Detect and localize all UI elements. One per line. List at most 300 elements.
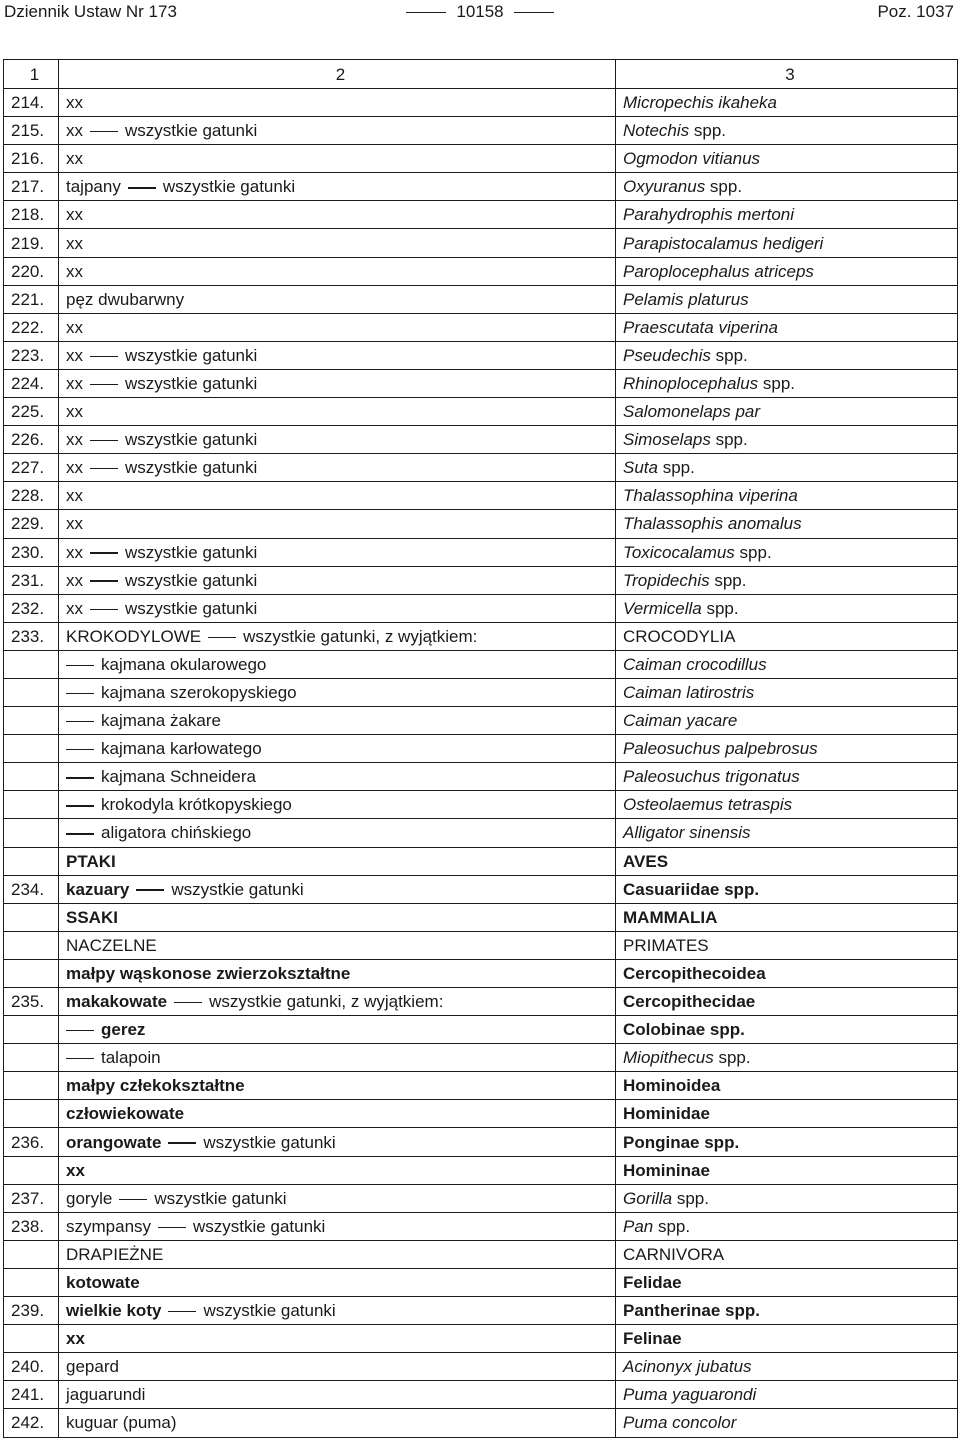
scientific-name-cell (616, 1016, 958, 1044)
scientific-name-cell (616, 341, 958, 369)
common-name-cell (59, 1325, 616, 1353)
common-name: xx (66, 345, 83, 365)
table-row (4, 1297, 958, 1325)
dash-decoration (168, 1311, 196, 1312)
scientific-name-cell (616, 931, 958, 959)
scientific-name-suffix: spp. (705, 177, 743, 197)
table-row (4, 875, 958, 903)
position-number: Poz. 1037 (877, 2, 954, 21)
scientific-name-cell (616, 1297, 958, 1325)
row-number: 236. (4, 1128, 59, 1156)
scientific-name-suffix: spp. (713, 1048, 751, 1068)
scope-note: wszystkie gatunki (125, 345, 258, 365)
row-number (4, 678, 59, 706)
common-name-cell (59, 454, 616, 482)
scientific-name-cell (616, 566, 958, 594)
scientific-name: Colobinae spp. (623, 1020, 745, 1040)
dash-decoration (208, 637, 236, 638)
dash-decoration (90, 609, 118, 610)
row-number (4, 1268, 59, 1296)
scientific-name: Micropechis ikaheka (623, 93, 778, 113)
scientific-name: CARNIVORA (623, 1244, 725, 1264)
table-row (4, 1409, 958, 1437)
scientific-name: Vermicella (623, 598, 702, 618)
common-name-cell (59, 285, 616, 313)
common-name: xx (66, 373, 83, 393)
scientific-name-cell (616, 313, 958, 341)
scientific-name-suffix: spp. (653, 1216, 691, 1236)
row-number (4, 735, 59, 763)
common-name: pęz dwubarwny (66, 289, 185, 309)
scope-note: wszystkie gatunki (203, 1301, 336, 1321)
scientific-name-suffix: spp. (701, 598, 739, 618)
common-name: xx (66, 121, 83, 141)
common-name: xx (66, 205, 83, 225)
common-name: szympansy (66, 1216, 152, 1236)
common-name: xx (66, 570, 83, 590)
scientific-name: Pseudechis (623, 345, 711, 365)
scientific-name-cell (616, 1100, 958, 1128)
dash-decoration (174, 1002, 202, 1003)
common-name-cell (59, 1016, 616, 1044)
row-number (4, 1072, 59, 1100)
scientific-name: Salomonelaps par (623, 402, 761, 422)
scientific-name: Toxicocalamus (623, 542, 735, 562)
scientific-name: Caiman crocodillus (623, 654, 767, 674)
table-row (4, 454, 958, 482)
scientific-name: Puma concolor (623, 1413, 737, 1433)
scientific-name: Pan (623, 1216, 654, 1236)
row-number: 225. (4, 398, 59, 426)
scope-note: wszystkie gatunki (125, 458, 258, 478)
common-name-cell (59, 538, 616, 566)
row-number: 223. (4, 341, 59, 369)
table-row (4, 313, 958, 341)
scientific-name-cell (616, 1156, 958, 1184)
scientific-name-suffix: spp. (672, 1188, 709, 1208)
scientific-name: Felidae (623, 1272, 682, 1292)
scientific-name-suffix: spp. (710, 345, 748, 365)
common-name: xx (66, 93, 83, 113)
row-number (4, 650, 59, 678)
common-name-cell (59, 1409, 616, 1437)
row-number: 220. (4, 257, 59, 285)
scientific-name: AVES (623, 851, 669, 871)
scientific-name-cell (616, 622, 958, 650)
dash-decoration (90, 440, 118, 441)
column-header-3: 3 (616, 60, 958, 89)
scientific-name-cell (616, 819, 958, 847)
row-number: 216. (4, 145, 59, 173)
table-row (4, 1184, 958, 1212)
dash-decoration (66, 1058, 94, 1059)
table-row (4, 341, 958, 369)
common-name: xx (66, 1160, 85, 1180)
table-row (4, 650, 958, 678)
table-row (4, 257, 958, 285)
scientific-name-cell (616, 510, 958, 538)
common-name-cell (59, 1297, 616, 1325)
common-name: talapoin (101, 1048, 161, 1068)
scientific-name-suffix: spp. (689, 121, 726, 141)
table-row (4, 201, 958, 229)
scientific-name: Praescutata viperina (623, 317, 778, 337)
row-number: 237. (4, 1184, 59, 1212)
scientific-name: Felinae (623, 1329, 682, 1349)
scientific-name-cell (616, 1072, 958, 1100)
common-name: kotowate (66, 1272, 140, 1292)
common-name: kuguar (puma) (66, 1413, 177, 1433)
common-name: goryle (66, 1188, 113, 1208)
common-name: xx (66, 430, 83, 450)
row-number (4, 1044, 59, 1072)
common-name-cell (59, 903, 616, 931)
scientific-name-cell (616, 454, 958, 482)
dash-decoration (90, 356, 118, 357)
scientific-name-cell (616, 707, 958, 735)
scientific-name: Hominoidea (623, 1076, 721, 1096)
column-header-row (4, 60, 958, 89)
row-number (4, 959, 59, 987)
scientific-name-suffix: spp. (758, 373, 796, 393)
scientific-name-cell (616, 959, 958, 987)
row-number: 217. (4, 173, 59, 201)
table-row (4, 1381, 958, 1409)
common-name: kajmana okularowego (101, 654, 267, 674)
scientific-name: PRIMATES (623, 935, 709, 955)
table-row (4, 931, 958, 959)
dash-decoration (66, 721, 94, 722)
scope-note: wszystkie gatunki (125, 598, 258, 618)
scope-note: wszystkie gatunki (171, 879, 304, 899)
table-row (4, 285, 958, 313)
common-name: xx (66, 598, 83, 618)
scope-note: wszystkie gatunki (125, 542, 258, 562)
scientific-name: Thalassophis anomalus (623, 514, 802, 534)
table-row (4, 398, 958, 426)
row-number (4, 1325, 59, 1353)
common-name: xx (66, 261, 83, 281)
common-name-cell (59, 510, 616, 538)
row-number (4, 1156, 59, 1184)
scientific-name: Miopithecus (623, 1048, 714, 1068)
scientific-name: Gorilla (623, 1188, 673, 1208)
common-name-cell (59, 1128, 616, 1156)
common-name: xx (66, 402, 83, 422)
scope-note: wszystkie gatunki (203, 1132, 336, 1152)
common-name: DRAPIEŻNE (66, 1244, 164, 1264)
common-name: wielkie koty (66, 1301, 162, 1321)
scientific-name: Paleosuchus trigonatus (623, 767, 800, 787)
row-number: 235. (4, 988, 59, 1016)
scientific-name: Ponginae spp. (623, 1132, 740, 1152)
scientific-name: Caiman latirostris (623, 683, 755, 703)
scientific-name: Tropidechis (623, 570, 710, 590)
scientific-name-cell (616, 117, 958, 145)
scientific-name-cell (616, 145, 958, 173)
common-name-cell (59, 257, 616, 285)
dash-decoration (128, 187, 156, 188)
row-number: 224. (4, 369, 59, 397)
table-row (4, 1325, 958, 1353)
common-name-cell (59, 650, 616, 678)
common-name-cell (59, 847, 616, 875)
common-name-cell (59, 1100, 616, 1128)
row-number (4, 847, 59, 875)
common-name: xx (66, 1329, 85, 1349)
common-name-cell (59, 1184, 616, 1212)
common-name: tajpany (66, 177, 121, 197)
common-name: aligatora chińskiego (101, 823, 252, 843)
dash-decoration (66, 805, 94, 806)
table-row (4, 229, 958, 257)
table-row (4, 1128, 958, 1156)
scientific-name-cell (616, 594, 958, 622)
common-name: kazuary (66, 879, 130, 899)
scientific-name: Paleosuchus palpebrosus (623, 739, 818, 759)
common-name: PTAKI (66, 851, 116, 871)
common-name: kajmana Schneidera (101, 767, 256, 787)
scientific-name: Cercopithecoidea (623, 963, 766, 983)
common-name: orangowate (66, 1132, 162, 1152)
row-number (4, 1100, 59, 1128)
dash-decoration (66, 1030, 94, 1031)
scientific-name-cell (616, 398, 958, 426)
row-number: 232. (4, 594, 59, 622)
common-name-cell (59, 959, 616, 987)
row-number: 231. (4, 566, 59, 594)
table-row (4, 89, 958, 117)
dash-decoration (66, 777, 94, 778)
scientific-name-cell (616, 1325, 958, 1353)
table-row (4, 482, 958, 510)
table-row (4, 622, 958, 650)
row-number: 227. (4, 454, 59, 482)
scientific-name: Oxyuranus (623, 177, 706, 197)
dash-decoration (90, 131, 118, 132)
table-row (4, 707, 958, 735)
dash-decoration (168, 1142, 196, 1143)
scientific-name: Paroplocephalus atriceps (623, 261, 814, 281)
scope-note: wszystkie gatunki (125, 430, 258, 450)
common-name: gerez (101, 1020, 146, 1040)
scientific-name: Homininae (623, 1160, 710, 1180)
common-name-cell (59, 398, 616, 426)
scientific-name-cell (616, 1268, 958, 1296)
scientific-name-cell (616, 678, 958, 706)
scientific-name: Parapistocalamus hedigeri (623, 233, 824, 253)
common-name-cell (59, 1072, 616, 1100)
table-row (4, 173, 958, 201)
common-name-cell (59, 426, 616, 454)
scientific-name: Caiman yacare (623, 711, 738, 731)
common-name-cell (59, 594, 616, 622)
table-row (4, 988, 958, 1016)
common-name-cell (59, 89, 616, 117)
common-name: xx (66, 233, 83, 253)
common-name: xx (66, 542, 83, 562)
common-name-cell (59, 707, 616, 735)
scientific-name-cell (616, 763, 958, 791)
scientific-name: CROCODYLIA (623, 626, 736, 646)
scientific-name-cell (616, 173, 958, 201)
scope-note: wszystkie gatunki (162, 177, 296, 197)
row-number (4, 903, 59, 931)
table-row (4, 538, 958, 566)
table-row (4, 426, 958, 454)
row-number: 221. (4, 285, 59, 313)
dash-decoration (119, 1199, 147, 1200)
row-number: 241. (4, 1381, 59, 1409)
common-name-cell (59, 763, 616, 791)
table-row (4, 510, 958, 538)
scientific-name: MAMMALIA (623, 907, 718, 927)
common-name-cell (59, 369, 616, 397)
page-header (0, 0, 960, 30)
common-name: małpy wąskonose zwierzokształtne (66, 963, 351, 983)
common-name-cell (59, 1156, 616, 1184)
dash-decoration (66, 833, 94, 834)
scientific-name-suffix: spp. (734, 542, 772, 562)
scientific-name: Casuariidae spp. (623, 879, 760, 899)
page-number (0, 2, 960, 22)
scope-note: wszystkie gatunki (154, 1188, 287, 1208)
table-row (4, 117, 958, 145)
row-number: 222. (4, 313, 59, 341)
common-name-cell (59, 566, 616, 594)
common-name-cell (59, 1240, 616, 1268)
table-row (4, 819, 958, 847)
row-number: 219. (4, 229, 59, 257)
common-name-cell (59, 735, 616, 763)
row-number: 239. (4, 1297, 59, 1325)
scientific-name: Hominidae (623, 1104, 710, 1124)
scientific-name: Puma yaguarondi (623, 1385, 757, 1405)
scientific-name: Simoselaps (623, 430, 711, 450)
scientific-name: Acinonyx jubatus (623, 1357, 752, 1377)
dash-decoration (66, 749, 94, 750)
scope-note: wszystkie gatunki (125, 373, 258, 393)
table-row (4, 903, 958, 931)
scientific-name-cell (616, 369, 958, 397)
table-row (4, 763, 958, 791)
common-name: NACZELNE (66, 935, 157, 955)
scientific-name-cell (616, 482, 958, 510)
row-number: 218. (4, 201, 59, 229)
common-name-cell (59, 622, 616, 650)
common-name-cell (59, 678, 616, 706)
row-number (4, 1240, 59, 1268)
scientific-name-cell (616, 1184, 958, 1212)
dash-decoration (90, 580, 118, 581)
table-row (4, 1240, 958, 1268)
common-name-cell (59, 313, 616, 341)
table-row (4, 1016, 958, 1044)
scientific-name-cell (616, 847, 958, 875)
scientific-name-cell (616, 1381, 958, 1409)
row-number: 238. (4, 1212, 59, 1240)
scientific-name-suffix: spp. (709, 570, 747, 590)
scientific-name-cell (616, 229, 958, 257)
scientific-name: Pantherinae spp. (623, 1301, 760, 1321)
common-name-cell (59, 875, 616, 903)
common-name-cell (59, 1381, 616, 1409)
scientific-name-cell (616, 89, 958, 117)
common-name-cell (59, 1044, 616, 1072)
scientific-name: Notechis (623, 121, 690, 141)
dash-decoration (406, 12, 446, 14)
row-number (4, 791, 59, 819)
common-name-cell (59, 988, 616, 1016)
common-name-cell (59, 229, 616, 257)
common-name-cell (59, 791, 616, 819)
scientific-name-cell (616, 903, 958, 931)
common-name: małpy człekokształtne (66, 1076, 245, 1096)
dash-decoration (90, 468, 118, 469)
scientific-name-cell (616, 1353, 958, 1381)
scientific-name-cell (616, 538, 958, 566)
scientific-name-cell (616, 426, 958, 454)
dash-decoration (136, 889, 164, 890)
row-number (4, 931, 59, 959)
common-name-cell (59, 482, 616, 510)
row-number: 226. (4, 426, 59, 454)
row-number: 234. (4, 875, 59, 903)
dash-decoration (158, 1227, 186, 1228)
table-row (4, 1100, 958, 1128)
scientific-name-cell (616, 650, 958, 678)
common-name: makakowate (66, 992, 168, 1012)
scientific-name-cell (616, 875, 958, 903)
scientific-name-cell (616, 735, 958, 763)
scientific-name: Thalassophina viperina (623, 486, 798, 506)
row-number: 229. (4, 510, 59, 538)
common-name: człowiekowate (66, 1104, 185, 1124)
scientific-name-suffix: spp. (657, 458, 695, 478)
row-number: 214. (4, 89, 59, 117)
scientific-name: Suta (623, 458, 658, 478)
common-name: xx (66, 149, 83, 169)
column-header-2: 2 (59, 60, 616, 89)
scope-note: wszystkie gatunki (125, 570, 258, 590)
scientific-name: Parahydrophis mertoni (623, 205, 795, 225)
table-row (4, 1156, 958, 1184)
row-number: 240. (4, 1353, 59, 1381)
table-row (4, 1268, 958, 1296)
scientific-name: Ogmodon vitianus (623, 149, 761, 169)
common-name: kajmana karłowatego (101, 739, 262, 759)
table-row (4, 369, 958, 397)
common-name: krokodyla krótkopyskiego (101, 795, 292, 815)
species-table (3, 59, 958, 1438)
common-name: xx (66, 514, 83, 534)
dash-decoration (90, 552, 118, 553)
dash-decoration (66, 665, 94, 666)
common-name: xx (66, 458, 83, 478)
row-number (4, 1016, 59, 1044)
common-name: kajmana żakare (101, 711, 222, 731)
scientific-name-cell (616, 1212, 958, 1240)
scientific-name-cell (616, 791, 958, 819)
scientific-name-suffix: spp. (710, 430, 748, 450)
common-name-cell (59, 1212, 616, 1240)
row-number: 215. (4, 117, 59, 145)
row-number: 230. (4, 538, 59, 566)
common-name: jaguarundi (66, 1385, 146, 1405)
table-row (4, 594, 958, 622)
scientific-name: Osteolaemus tetraspis (623, 795, 793, 815)
row-number (4, 707, 59, 735)
